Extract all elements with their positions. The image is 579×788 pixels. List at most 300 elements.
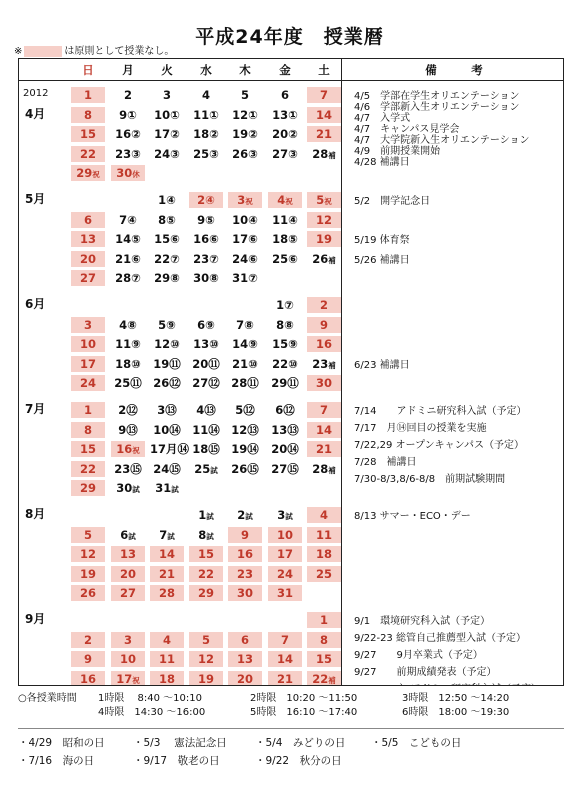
date-cell (228, 212, 262, 228)
date-number: 11⑭ (192, 422, 220, 437)
remark-line: 4/7 キャンパス見学会 (354, 124, 460, 135)
date-cell (307, 612, 341, 628)
date-number: 16 (79, 671, 96, 686)
date-cell (150, 671, 184, 686)
date-cell (228, 671, 262, 686)
date-cell (71, 336, 105, 352)
date-cell (268, 336, 302, 352)
date-number: 17 (79, 356, 96, 371)
date-number: 29 (76, 166, 93, 181)
period-time: 3時限 12:50 ～14:20 (402, 693, 510, 704)
weekday-header-5: 金 (279, 63, 291, 77)
date-cell (307, 402, 341, 418)
date-cell (189, 632, 223, 648)
remark-line: 4/6 学部新入生オリエンテーション (354, 102, 520, 113)
date-number: 1 (198, 508, 207, 522)
date-number: 11⑨ (115, 337, 141, 352)
date-number: 15⑥ (154, 232, 180, 247)
date-cell (150, 231, 184, 247)
month-label: 7月 (25, 402, 46, 416)
date-cell (268, 146, 302, 162)
date-cell (189, 126, 223, 142)
date-mark: 補 (328, 465, 336, 475)
date-cell (150, 566, 184, 582)
date-cell (111, 356, 145, 372)
holiday-item: ・5/3 憲法記念日 (133, 737, 227, 749)
column-divider (341, 59, 342, 685)
date-cell (71, 566, 105, 582)
date-number: 7④ (119, 212, 137, 227)
date-number: 16⑥ (193, 232, 219, 247)
date-cell (307, 231, 341, 247)
date-mark: 試 (167, 531, 175, 541)
date-cell (307, 126, 341, 142)
date-number: 27⑫ (192, 376, 220, 391)
date-number: 15 (315, 652, 332, 667)
remark-line: 9/22-23 総管自己推薦型入試（予定） (354, 633, 526, 644)
weekday-header-0: 日 (82, 63, 94, 77)
date-number: 31⑦ (232, 271, 258, 286)
date-cell (228, 632, 262, 648)
date-cell (268, 87, 302, 103)
date-number: 14⑤ (115, 232, 141, 247)
date-cell (189, 146, 223, 162)
date-cell (150, 402, 184, 418)
date-mark: 試 (245, 512, 253, 521)
date-cell (307, 146, 341, 162)
date-number: 11① (193, 107, 219, 122)
date-mark: 祝 (132, 675, 140, 685)
date-cell (111, 375, 145, 391)
date-cell (71, 231, 105, 247)
date-number: 13 (79, 232, 96, 247)
date-cell (111, 441, 145, 457)
date-number: 24 (276, 566, 293, 581)
date-mark: 祝 (324, 197, 332, 206)
date-cell (71, 527, 105, 543)
date-number: 9 (319, 317, 328, 332)
date-number: 2 (319, 298, 328, 312)
date-mark: 祝 (245, 197, 253, 206)
date-number: 14 (158, 547, 175, 562)
date-number: 2⑫ (118, 403, 138, 417)
date-cell (150, 422, 184, 438)
date-cell (189, 317, 223, 333)
date-cell (189, 527, 223, 543)
date-number: 17⑥ (232, 232, 258, 247)
date-cell (268, 402, 302, 418)
note-text: は原則として授業なし。 (64, 46, 175, 57)
date-number: 27③ (272, 146, 298, 161)
date-mark: 祝 (92, 170, 100, 180)
date-cell (268, 507, 302, 523)
date-cell (71, 375, 105, 391)
date-cell (189, 270, 223, 286)
date-mark: 祝 (285, 197, 293, 206)
date-cell (268, 231, 302, 247)
date-cell (111, 461, 145, 477)
month-label: 4月 (25, 106, 46, 121)
date-number: 27⑮ (271, 461, 299, 476)
date-number: 28 (312, 146, 329, 161)
date-cell (228, 317, 262, 333)
date-number: 9① (119, 107, 137, 122)
date-cell (71, 251, 105, 267)
date-cell (150, 107, 184, 123)
date-cell (150, 651, 184, 667)
date-number: 18② (193, 127, 219, 142)
date-cell (150, 212, 184, 228)
date-cell (71, 317, 105, 333)
period-time: 5時限 16:10 ～17:40 (250, 707, 358, 718)
date-cell (71, 212, 105, 228)
remark-line: 5/26 補講日 (354, 254, 410, 266)
date-number: 9 (240, 527, 249, 542)
date-cell (268, 356, 302, 372)
date-cell (189, 585, 223, 601)
date-cell (111, 231, 145, 247)
date-cell (268, 566, 302, 582)
date-cell (228, 441, 262, 457)
date-number: 26③ (232, 146, 258, 161)
holiday-item: ・9/17 敬老の日 (133, 755, 220, 767)
page-title: 平成24年度 授業暦 (195, 26, 384, 48)
date-cell (268, 297, 302, 313)
date-cell (111, 402, 145, 418)
date-cell (111, 126, 145, 142)
date-number: 23 (312, 356, 329, 371)
remark-line: 4/9 前期授業開始 (354, 146, 441, 157)
date-number: 4 (201, 88, 210, 102)
date-number: 12 (79, 547, 96, 562)
date-number: 2 (237, 508, 246, 522)
date-cell (307, 375, 341, 391)
date-mark: 補 (328, 675, 336, 685)
date-cell (228, 126, 262, 142)
date-mark: 試 (206, 512, 214, 521)
date-mark: 試 (285, 512, 293, 521)
date-cell (189, 651, 223, 667)
date-number: 22 (197, 566, 214, 581)
date-cell (189, 251, 223, 267)
date-number: 11 (315, 527, 332, 542)
date-mark: 休 (132, 170, 140, 180)
header-divider (19, 80, 563, 81)
date-number: 4 (277, 193, 286, 207)
date-cell (307, 212, 341, 228)
date-number: 10④ (232, 212, 258, 227)
date-number: 6 (120, 527, 129, 542)
date-mark: 補 (328, 360, 336, 370)
date-cell (228, 375, 262, 391)
date-number: 9 (83, 652, 92, 667)
date-number: 30 (116, 166, 133, 181)
date-number: 16 (315, 337, 332, 352)
date-number: 22⑩ (272, 356, 298, 371)
date-number: 24⑥ (232, 251, 258, 266)
date-cell (307, 651, 341, 667)
date-mark: 祝 (132, 446, 140, 456)
date-cell (268, 632, 302, 648)
date-cell (71, 402, 105, 418)
date-cell (307, 566, 341, 582)
date-cell (150, 461, 184, 477)
date-number: 25 (194, 461, 211, 476)
date-number: 13 (236, 652, 253, 667)
date-cell (71, 422, 105, 438)
date-cell (307, 336, 341, 352)
date-number: 19 (315, 232, 332, 247)
date-cell (268, 375, 302, 391)
remark-line: 4/7 大学院新入生オリエンテーション (354, 135, 530, 146)
date-number: 15⑨ (272, 337, 298, 352)
date-number: 14⑨ (232, 337, 258, 352)
remark-line: 4/28 補講日 (354, 157, 410, 168)
date-cell (189, 375, 223, 391)
date-number: 10 (119, 652, 136, 667)
remark-line: 4/5 学部在学生オリエンテーション (354, 91, 520, 102)
date-cell (307, 251, 341, 267)
remark-line: 6/23 補講日 (354, 359, 410, 371)
date-number: 29 (79, 481, 96, 496)
date-cell (71, 632, 105, 648)
date-cell (307, 87, 341, 103)
date-cell (268, 546, 302, 562)
date-number: 12① (232, 107, 258, 122)
date-number: 13① (272, 107, 298, 122)
date-cell (189, 192, 223, 208)
date-cell (150, 480, 184, 496)
legend-note (14, 42, 174, 57)
date-number: 28⑪ (231, 376, 259, 391)
date-cell (307, 546, 341, 562)
date-cell (71, 107, 105, 123)
date-cell (189, 356, 223, 372)
date-cell (150, 192, 184, 208)
date-number: 6 (280, 88, 289, 102)
date-cell (111, 546, 145, 562)
date-cell (150, 270, 184, 286)
date-cell (228, 87, 262, 103)
date-number: 20⑭ (271, 442, 299, 457)
date-number: 27 (79, 271, 96, 286)
date-number: 1④ (158, 193, 176, 207)
date-cell (111, 165, 145, 181)
date-number: 2④ (197, 193, 215, 207)
date-number: 22 (312, 671, 329, 686)
remark-line: 8/13 サマー・ECO・デー (354, 511, 471, 522)
remark-line: 7/28 補講日 (354, 457, 417, 468)
date-number: 4⑧ (119, 317, 137, 332)
date-cell (268, 441, 302, 457)
date-cell (150, 146, 184, 162)
date-number: 10 (79, 337, 96, 352)
date-number: 8 (319, 632, 328, 647)
date-number: 10⑭ (153, 422, 181, 437)
date-cell (71, 461, 105, 477)
date-cell (189, 336, 223, 352)
date-number: 16 (116, 442, 133, 457)
date-number: 1 (83, 403, 92, 417)
date-cell (189, 231, 223, 247)
date-number: 25 (315, 566, 332, 581)
date-cell (307, 441, 341, 457)
date-number: 26 (79, 586, 96, 601)
remark-line: 7/22,29 オープンキャンパス（予定） (354, 440, 524, 451)
date-number: 17 (276, 547, 293, 562)
date-cell (268, 107, 302, 123)
date-number: 15 (197, 547, 214, 562)
date-cell (150, 317, 184, 333)
month-label: 9月 (25, 612, 46, 626)
date-cell (268, 585, 302, 601)
date-number: 3 (123, 632, 132, 647)
date-number: 21⑥ (115, 251, 141, 266)
date-number: 12⑩ (154, 337, 180, 352)
note-mark: ※ (14, 46, 23, 57)
date-number: 3 (83, 317, 92, 332)
date-cell (228, 402, 262, 418)
remarks-header: 備 考 (425, 63, 483, 77)
date-number: 14 (276, 652, 293, 667)
date-number: 18 (315, 547, 332, 562)
date-number: 11④ (272, 212, 298, 227)
date-cell (71, 651, 105, 667)
date-cell (307, 107, 341, 123)
date-cell (228, 422, 262, 438)
date-number: 24 (79, 376, 96, 391)
date-cell (228, 251, 262, 267)
date-number: 25⑥ (272, 251, 298, 266)
year-label: 2012 (23, 88, 49, 99)
date-number: 19⑪ (153, 356, 181, 371)
date-number: 6⑨ (197, 317, 215, 332)
remark-line: 9/27 前期成績発表（予定） (354, 667, 497, 678)
date-cell (150, 585, 184, 601)
date-cell (150, 251, 184, 267)
date-number: 12⑬ (231, 422, 259, 437)
date-number: 8 (83, 422, 92, 437)
date-cell (268, 461, 302, 477)
date-cell (150, 546, 184, 562)
holiday-item: ・7/16 海の日 (18, 755, 95, 767)
holiday-item: ・4/29 昭和の日 (18, 737, 105, 749)
date-number: 31 (276, 586, 293, 601)
date-cell (111, 251, 145, 267)
date-number: 25⑪ (114, 376, 142, 391)
date-cell (189, 107, 223, 123)
weekday-header-1: 月 (122, 63, 134, 77)
period-time: 2時限 10:20 ～11:50 (250, 693, 358, 704)
date-number: 19② (232, 127, 258, 142)
date-number: 1⑦ (276, 298, 294, 312)
date-number: 17 (116, 671, 133, 686)
date-number: 29⑧ (154, 271, 180, 286)
date-cell (71, 356, 105, 372)
date-cell (150, 441, 190, 457)
date-number: 7 (319, 403, 328, 417)
date-cell (111, 87, 145, 103)
date-number: 23③ (115, 146, 141, 161)
date-cell (111, 566, 145, 582)
date-cell (228, 107, 262, 123)
periods-label: ○各授業時間 (18, 693, 77, 704)
date-number: 29⑪ (271, 376, 299, 391)
date-number: 15 (79, 127, 96, 142)
date-mark: 試 (171, 485, 179, 495)
date-number: 4 (162, 632, 171, 647)
date-cell (71, 146, 105, 162)
remark-line: 9/27 9月卒業式（予定） (354, 650, 483, 661)
date-cell (111, 146, 145, 162)
holiday-item: ・5/5 こどもの日 (371, 737, 462, 749)
date-number: 30⑧ (193, 271, 219, 286)
date-cell (228, 507, 262, 523)
date-number: 23 (236, 566, 253, 581)
date-cell (307, 192, 341, 208)
date-number: 7 (280, 632, 289, 647)
date-cell (150, 126, 184, 142)
date-number: 21⑩ (232, 356, 258, 371)
date-cell (111, 527, 145, 543)
date-number: 20 (119, 566, 136, 581)
date-cell (228, 231, 262, 247)
date-number: 13⑩ (193, 337, 219, 352)
date-cell (228, 146, 262, 162)
month-label: 5月 (25, 192, 46, 206)
date-number: 8 (198, 527, 207, 542)
date-number: 7 (319, 88, 328, 102)
date-cell (189, 212, 223, 228)
date-cell (228, 546, 262, 562)
date-number: 26⑫ (153, 376, 181, 391)
date-number: 26 (312, 251, 329, 266)
date-cell (268, 671, 302, 686)
date-cell (268, 651, 302, 667)
date-cell (268, 192, 302, 208)
date-number: 21 (315, 442, 332, 457)
remark-line: 9/1 環境研究科入試（予定） (354, 616, 491, 627)
date-cell (71, 87, 105, 103)
date-number: 17月⑭ (150, 442, 190, 457)
date-number: 3 (277, 508, 286, 522)
date-cell (307, 461, 341, 477)
date-number: 28⑦ (115, 271, 141, 286)
date-cell (268, 422, 302, 438)
date-cell (111, 422, 145, 438)
date-cell (228, 356, 262, 372)
date-number: 20 (236, 671, 253, 686)
date-number: 5 (316, 193, 325, 207)
date-number: 16 (236, 547, 253, 562)
date-cell (307, 507, 341, 523)
date-number: 22 (79, 146, 96, 161)
date-cell (228, 566, 262, 582)
date-cell (111, 585, 145, 601)
date-cell (71, 546, 105, 562)
date-number: 2 (123, 88, 132, 102)
period-time: 1時限 8:40 ～10:10 (98, 693, 202, 704)
date-mark: 試 (206, 531, 214, 541)
date-cell (189, 87, 223, 103)
date-cell (71, 270, 105, 286)
date-cell (150, 336, 184, 352)
date-number: 30 (236, 586, 253, 601)
remark-line: 5/19 体育祭 (354, 235, 410, 247)
date-number: 3⑬ (157, 403, 177, 417)
date-cell (268, 126, 302, 142)
date-mark: 試 (132, 485, 140, 495)
